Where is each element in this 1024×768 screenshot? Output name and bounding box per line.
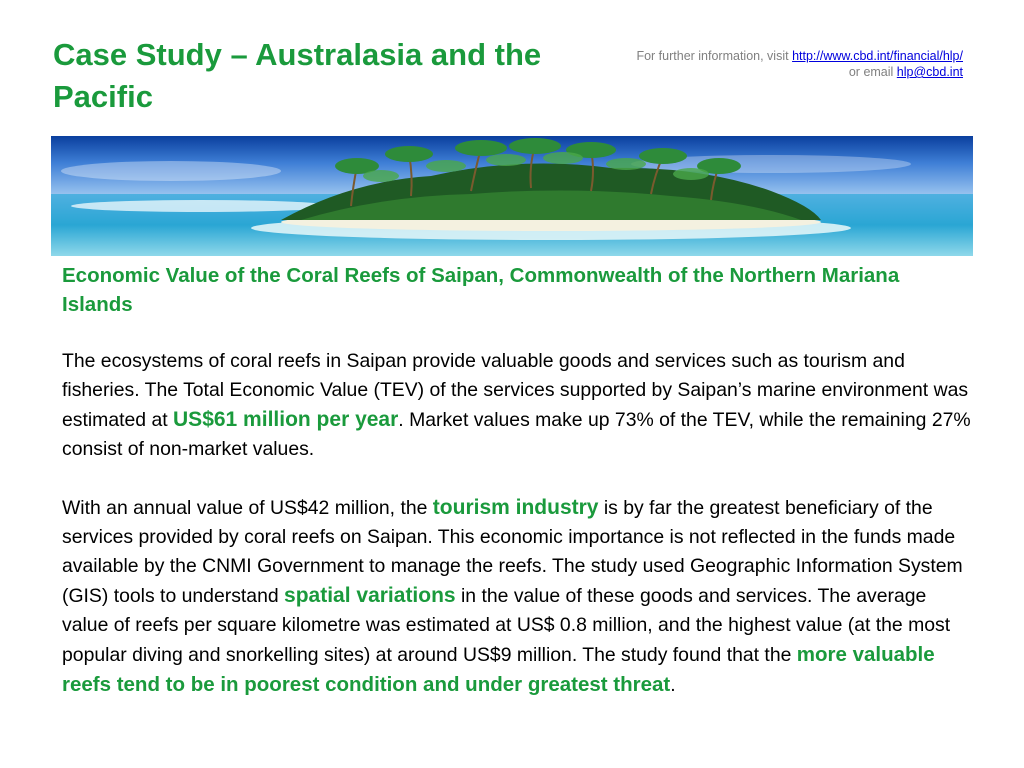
body-text [62,347,972,700]
website-link[interactable]: http://www.cbd.int/financial/hlp/ [792,49,963,63]
tev-highlight: US$61 million per year [173,408,399,431]
contact-email-prefix: or email [848,65,897,79]
paragraph-tev [62,347,972,464]
tourism-text-1: With an annual value of US$42 million, the [62,497,433,519]
tev-text-after: . Market values make up 73% of the TEV, while the remaining 27% consist of non-market values. [62,409,971,460]
contact-line-website [636,48,963,64]
island-photo [51,136,973,256]
tourism-industry-highlight: tourism industry [432,496,599,519]
tourism-text-2: is by far the greatest beneficiary of the services provided by coral reefs on Saipan. This economic importance is not reflected in the funds made available by the CNMI Government to manage the reefs. The study used Geographic Information System (GIS) tools to understand [62,497,963,607]
tev-text-before: The ecosystems of coral reefs in Saipan provide valuable goods and services such as tourism and fisheries. The Total Economic Value (TEV) of the services supported by Saipan’s marine environment was estimated at [62,350,969,431]
page-title: Case Study – Australasia and the Pacific [53,37,542,114]
email-link[interactable]: hlp@cbd.int [896,65,963,79]
spatial-variations-highlight: spatial variations [284,584,456,607]
tourism-text-3: in the value of these goods and services. The average value of reefs per square kilometre was estimated at US$ 0.8 million, and the highest value (at the most popular diving and snorkelling sites) at around US$9 million. The study found that the [62,585,951,666]
paragraph-tourism [62,493,972,700]
case-study-heading: Economic Value of the Coral Reefs of Saipan, Commonwealth of the Northern Mariana Islands [62,264,900,316]
tourism-text-4: . [670,674,676,696]
contact-line-email [636,64,963,80]
valuable-reefs-highlight: more valuable reefs tend to be in poorest condition and under greatest threat [62,643,935,696]
contact-info [636,48,963,80]
contact-website-prefix: For further information, visit [636,49,793,63]
island-banner-image [51,136,973,256]
